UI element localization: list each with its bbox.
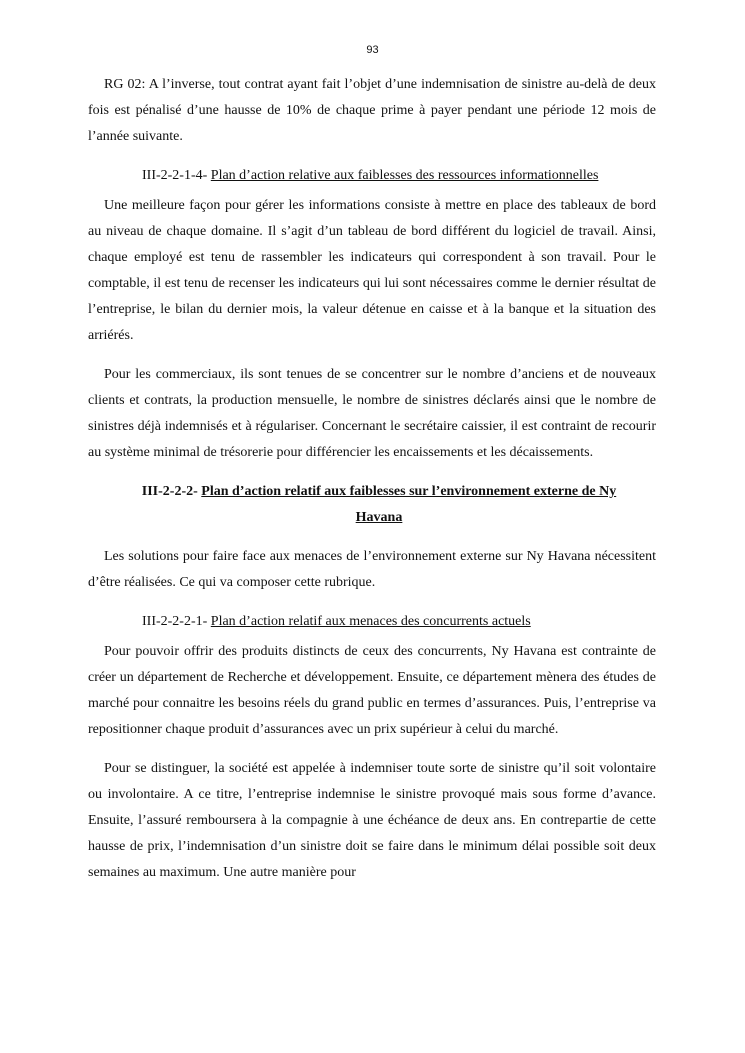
heading-number: III-2-2-1-4- [142,168,211,183]
heading-iii-2-2-2-1 [88,609,656,635]
heading-title: Plan d’action relatif aux menaces des concurrents actuels [210,614,531,629]
page-number: 93 [366,44,379,56]
paragraph-rg02: RG 02: A l’inverse, tout contrat ayant fait l’objet d’une indemnisation de sinistre au-delà de deux fois est pénalisé d’une hausse de 10% de chaque prime à payer pendant une période 12 mois de l’année suivante. [88,77,656,144]
spacer [88,743,656,756]
spacer [88,466,656,479]
heading-iii-2-2-1-4 [88,163,656,189]
heading-number: III-2-2-2-1- [142,614,211,629]
paragraph-environnement-externe: Les solutions pour faire face aux menaces de l’environnement externe sur Ny Havana nécessitent d’être réalisées. Ce qui va composer cette rubrique. [88,549,656,590]
heading-title: Plan d’action relatif aux faiblesses sur l’environnement externe de Ny Havana [201,484,617,525]
spacer [88,349,656,362]
document-body [88,72,656,886]
spacer [88,596,656,609]
paragraph-tableaux-de-bord: Une meilleure façon pour gérer les informations consiste à mettre en place des tableaux de bord au niveau de chaque domaine. Il s’agit d’un tableau de bord différent du logiciel de travail. Ainsi, chaque employé est tenu de rassembler les indicateurs qui correspondent à son travail. Pour le comptable, il est tenu de recenser les indicateurs qui lui sont nécessaires comme le dernier résultat de l’entreprise, le bilan du dernier mois, la valeur détenue en caisse et à la banque et la situation des arriérés. [88,198,656,343]
heading-title: Plan d’action relative aux faiblesses des ressources informationnelles [210,168,599,183]
heading-iii-2-2-2 [88,479,656,531]
paragraph-commerciaux: Pour les commerciaux, ils sont tenues de se concentrer sur le nombre d’anciens et de nouveaux clients et contrats, la production mensuelle, le nombre de sinistres déclarés ainsi que le nombre de sinistres déjà indemnisés et à régulariser. Concernant le secrétaire caissier, il est contraint de recourir au système minimal de trésorerie pour différencier les encaissements et les décaissements. [88,367,656,460]
spacer [88,531,656,544]
heading-number: III-2-2-2- [141,484,202,499]
paragraph-concurrents: Pour pouvoir offrir des produits distincts de ceux des concurrents, Ny Havana est contrainte de créer un département de Recherche et développement. Ensuite, ce département mènera des études de marché pour connaitre les besoins réels du grand public en termes d’assurances. Puis, l’entreprise va repositionner chaque produit d’assurances avec un prix supérieur à celui du marché. [88,644,656,737]
paragraph-se-distinguer: Pour se distinguer, la société est appelée à indemniser toute sorte de sinistre qu’il soit volontaire ou involontaire. A ce titre, l’entreprise indemnise le sinistre provoqué mais sous forme d’avance. Ensuite, l’assuré remboursera à la compagnie à une échéance de deux ans. En contrepartie de cette hausse de prix, l’indemnisation d’un sinistre doit se faire dans le minimum délai possible soit deux semaines au maximum. Une autre manière pour [88,761,656,880]
spacer [88,150,656,163]
